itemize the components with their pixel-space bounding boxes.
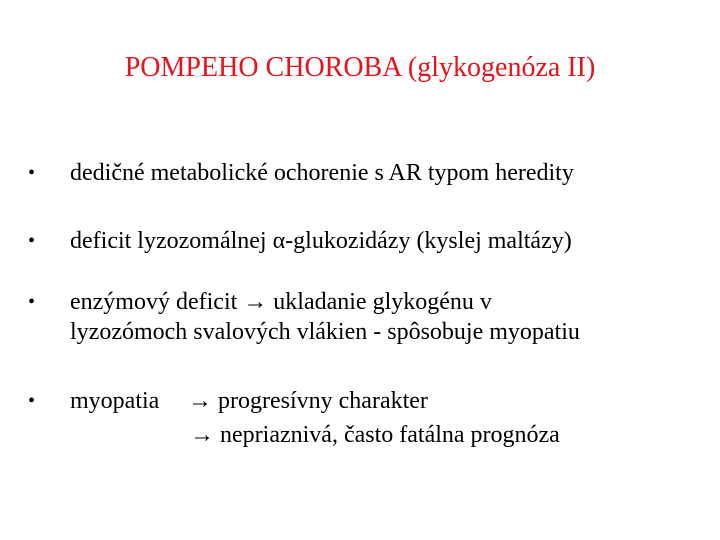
bullet-icon: •: [28, 390, 36, 412]
bullet-icon: •: [28, 162, 36, 184]
bullet-text-line: → progresívny charakter: [188, 388, 428, 414]
bullet-text-line: lyzozómoch svalových vlákien - spôsobuje myopatiu: [70, 319, 580, 345]
bullet-text-line: enzýmový deficit → ukladanie glykogénu v: [70, 289, 492, 315]
bullet-text: [70, 287, 580, 347]
bullet-text: dedičné metabolické ochorenie s AR typom heredity: [70, 160, 574, 186]
bullet-icon: •: [28, 291, 36, 313]
bullet-icon: •: [28, 230, 36, 252]
bullet-lead-text: myopatia: [70, 388, 160, 414]
slide-title: POMPEHO CHOROBA (glykogenóza II): [124, 52, 596, 83]
bullet-text-line: → nepriaznivá, často fatálna prognóza: [190, 422, 560, 448]
bullet-text: deficit lyzozomálnej α-glukozidázy (kyslej maltázy): [70, 228, 572, 254]
